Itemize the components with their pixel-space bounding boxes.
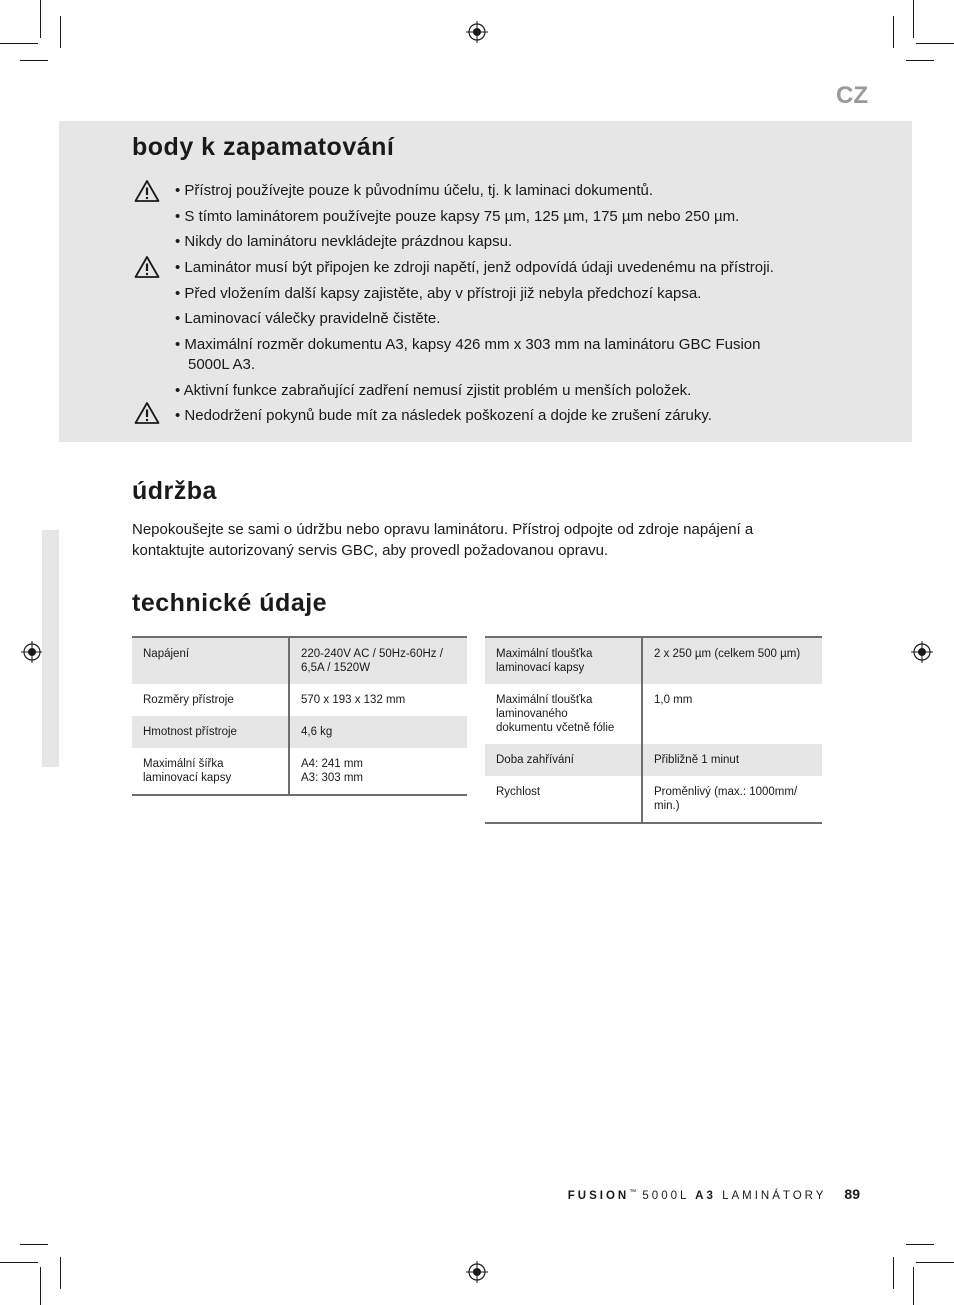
crop-mark: [913, 1267, 914, 1305]
note-item-continuation: 5000L A3.: [188, 356, 256, 373]
crop-mark: [0, 1262, 38, 1263]
crop-mark: [893, 1257, 894, 1289]
spec-value: 4,6 kg: [289, 716, 467, 748]
spec-label: Rychlost: [485, 776, 642, 823]
specs-table-right: [485, 636, 822, 824]
note-item: • S tímto laminátorem používejte pouze kapsy 75 µm, 125 µm, 175 µm nebo 250 µm.: [175, 208, 740, 225]
spec-value: Přibližně 1 minut: [642, 744, 822, 776]
specs-table-left: [132, 636, 467, 796]
note-item: • Nikdy do laminátoru nevkládejte prázdnou kapsu.: [175, 233, 513, 250]
spec-label: Maximální tloušťka laminovaného dokumentu včetně fólie: [485, 684, 642, 744]
footer-brand: FUSION: [567, 1190, 630, 1202]
spec-label: Maximální tloušťka laminovací kapsy: [485, 637, 642, 684]
notes-heading: body k zapamatování: [132, 133, 395, 161]
table-row: [485, 744, 822, 776]
spec-value: 2 x 250 µm (celkem 500 µm): [642, 637, 822, 684]
note-item: • Aktivní funkce zabraňující zadření nemusí zjistit problém u menších položek.: [175, 382, 692, 399]
note-item: • Maximální rozměr dokumentu A3, kapsy 426 mm x 303 mm na laminátoru GBC Fusion: [175, 336, 761, 353]
table-row: [485, 684, 822, 744]
warning-triangle-icon: [134, 179, 160, 203]
spec-value: A4: 241 mm A3: 303 mm: [301, 758, 363, 784]
footer-product: LAMINÁTORY: [722, 1190, 827, 1202]
spec-value: Proměnlivý (max.: 1000mm/ min.): [654, 786, 798, 812]
note-item: • Přístroj používejte pouze k původnímu účelu, tj. k laminaci dokumentů.: [175, 182, 653, 199]
language-code: CZ: [836, 82, 868, 109]
crop-mark: [916, 1262, 954, 1263]
maintenance-line: kontaktujte autorizovaný servis GBC, aby provedl požadovanou opravu.: [132, 542, 609, 559]
registration-mark-icon: [911, 641, 933, 663]
warning-triangle-icon: [134, 401, 160, 425]
footer-model: 5000L: [642, 1190, 689, 1202]
crop-mark: [40, 0, 41, 38]
footer-size: A3: [695, 1190, 716, 1202]
spec-value: 1,0 mm: [654, 694, 693, 706]
crop-mark: [906, 1244, 934, 1245]
crop-mark: [40, 1267, 41, 1305]
spec-value: 570 x 193 x 132 mm: [301, 694, 406, 706]
registration-mark-icon: [466, 1261, 488, 1283]
table-row: [132, 748, 467, 795]
crop-mark: [0, 43, 38, 44]
spec-label: Rozměry přístroje: [132, 684, 289, 716]
maintenance-line: Nepokoušejte se sami o údržbu nebo opravu laminátoru. Přístroj odpojte od zdroje napájení a: [132, 521, 754, 538]
spec-label: Hmotnost přístroje: [132, 716, 289, 748]
maintenance-text: [132, 519, 822, 561]
spec-value: 220-240V AC / 50Hz-60Hz / 6,5A / 1520W: [289, 637, 467, 684]
registration-mark-icon: [21, 641, 43, 663]
page-number: 89: [844, 1186, 860, 1202]
crop-mark: [916, 43, 954, 44]
crop-mark: [913, 0, 914, 38]
note-item: • Laminátor musí být připojen ke zdroji napětí, jenž odpovídá údaji uvedenému na přístroji.: [175, 259, 774, 276]
page-footer: [568, 1186, 860, 1202]
crop-mark: [20, 60, 48, 61]
crop-mark: [893, 16, 894, 48]
maintenance-heading: údržba: [132, 477, 217, 505]
warning-triangle-icon: [134, 255, 160, 279]
crop-mark: [906, 60, 934, 61]
note-item: • Laminovací válečky pravidelně čistěte.: [175, 310, 441, 327]
note-item: • Před vložením další kapsy zajistěte, aby v přístroji již nebyla předchozí kapsa.: [175, 285, 702, 302]
crop-mark: [20, 1244, 48, 1245]
crop-mark: [60, 16, 61, 48]
table-row: [132, 716, 467, 748]
table-row: [485, 637, 822, 684]
specs-heading: technické údaje: [132, 589, 328, 617]
crop-mark: [60, 1257, 61, 1289]
side-tab: [42, 530, 59, 767]
note-item: • Nedodržení pokynů bude mít za následek poškození a dojde ke zrušení záruky.: [175, 407, 712, 424]
table-row: [132, 637, 467, 684]
footer-trademark: ™: [629, 1189, 637, 1197]
spec-label: Napájení: [132, 637, 289, 684]
spec-label: Doba zahřívání: [485, 744, 642, 776]
table-row: [485, 776, 822, 823]
registration-mark-icon: [466, 21, 488, 43]
table-row: [132, 684, 467, 716]
spec-label: Maximální šířka laminovací kapsy: [132, 748, 289, 795]
